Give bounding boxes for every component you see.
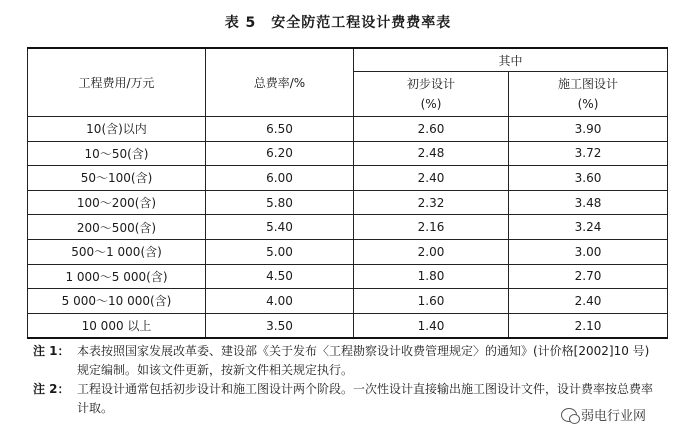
note-2-label: 注 2： bbox=[33, 382, 70, 396]
cell-preliminary: 2.60 bbox=[354, 117, 509, 142]
note-1-label: 注 1： bbox=[33, 344, 70, 358]
table-row bbox=[28, 190, 668, 215]
cell-construction: 3.00 bbox=[509, 239, 668, 264]
watermark-text: 弱电行业网 bbox=[580, 409, 646, 424]
cell-range: 5 000～10 000(含) bbox=[28, 289, 206, 314]
cell-range: 10(含)以内 bbox=[28, 117, 206, 142]
cell-total: 5.80 bbox=[206, 190, 354, 215]
cell-total: 3.50 bbox=[206, 313, 354, 338]
cell-range: 1 000～5 000(含) bbox=[28, 264, 206, 289]
table-row bbox=[28, 264, 668, 289]
cell-total: 6.20 bbox=[206, 141, 354, 166]
header-construction-label: 施工图设计 bbox=[558, 77, 619, 91]
header-construction-unit: (%) bbox=[577, 97, 599, 111]
cell-range: 50～100(含) bbox=[28, 166, 206, 191]
cell-construction: 3.24 bbox=[509, 215, 668, 240]
table-row bbox=[28, 289, 668, 314]
header-cost: 工程费用/万元 bbox=[28, 48, 206, 117]
design-fee-rate-table bbox=[27, 47, 668, 339]
header-preliminary-unit: (%) bbox=[420, 97, 442, 111]
cell-preliminary: 2.16 bbox=[354, 215, 509, 240]
table-row bbox=[28, 166, 668, 191]
cell-construction: 3.72 bbox=[509, 141, 668, 166]
header-preliminary-label: 初步设计 bbox=[406, 77, 455, 91]
cell-preliminary: 1.40 bbox=[354, 313, 509, 338]
table-row bbox=[28, 239, 668, 264]
table-row bbox=[28, 141, 668, 166]
header-group: 其中 bbox=[354, 48, 668, 72]
cell-construction: 3.48 bbox=[509, 190, 668, 215]
header-preliminary bbox=[354, 72, 509, 117]
cell-construction: 3.90 bbox=[509, 117, 668, 142]
wechat-icon bbox=[561, 408, 577, 422]
cell-total: 4.50 bbox=[206, 264, 354, 289]
cell-construction: 2.10 bbox=[509, 313, 668, 338]
cell-preliminary: 2.48 bbox=[354, 141, 509, 166]
cell-total: 6.00 bbox=[206, 166, 354, 191]
cell-range: 500～1 000(含) bbox=[28, 239, 206, 264]
cell-range: 200～500(含) bbox=[28, 215, 206, 240]
table-row bbox=[28, 313, 668, 338]
note-2-text: 工程设计通常包括初步设计和施工图设计两个阶段。一次性设计直接输出施工图设计文件，设计费率按总费率计取。 bbox=[77, 382, 654, 415]
cell-total: 6.50 bbox=[206, 117, 354, 142]
table-row bbox=[28, 215, 668, 240]
header-construction bbox=[509, 72, 668, 117]
cell-range: 100～200(含) bbox=[28, 190, 206, 215]
cell-preliminary: 2.00 bbox=[354, 239, 509, 264]
table-row bbox=[28, 117, 668, 142]
cell-total: 4.00 bbox=[206, 289, 354, 314]
note-1 bbox=[33, 342, 661, 380]
cell-preliminary: 1.60 bbox=[354, 289, 509, 314]
note-1-text: 本表按照国家发展改革委、建设部《关于发布〈工程勘察设计收费管理规定〉的通知》(计价格[2002]10 号)规定编制。如该文件更新，按新文件相关规定执行。 bbox=[77, 344, 650, 377]
cell-preliminary: 1.80 bbox=[354, 264, 509, 289]
header-total-rate: 总费率/% bbox=[206, 48, 354, 117]
table-caption: 表 5 安全防范工程设计费费率表 bbox=[224, 15, 452, 31]
cell-construction: 3.60 bbox=[509, 166, 668, 191]
cell-total: 5.00 bbox=[206, 239, 354, 264]
cell-preliminary: 2.32 bbox=[354, 190, 509, 215]
cell-range: 10～50(含) bbox=[28, 141, 206, 166]
cell-range: 10 000 以上 bbox=[28, 313, 206, 338]
cell-preliminary: 2.40 bbox=[354, 166, 509, 191]
cell-total: 5.40 bbox=[206, 215, 354, 240]
watermark bbox=[561, 405, 646, 424]
cell-construction: 2.70 bbox=[509, 264, 668, 289]
cell-construction: 2.40 bbox=[509, 289, 668, 314]
